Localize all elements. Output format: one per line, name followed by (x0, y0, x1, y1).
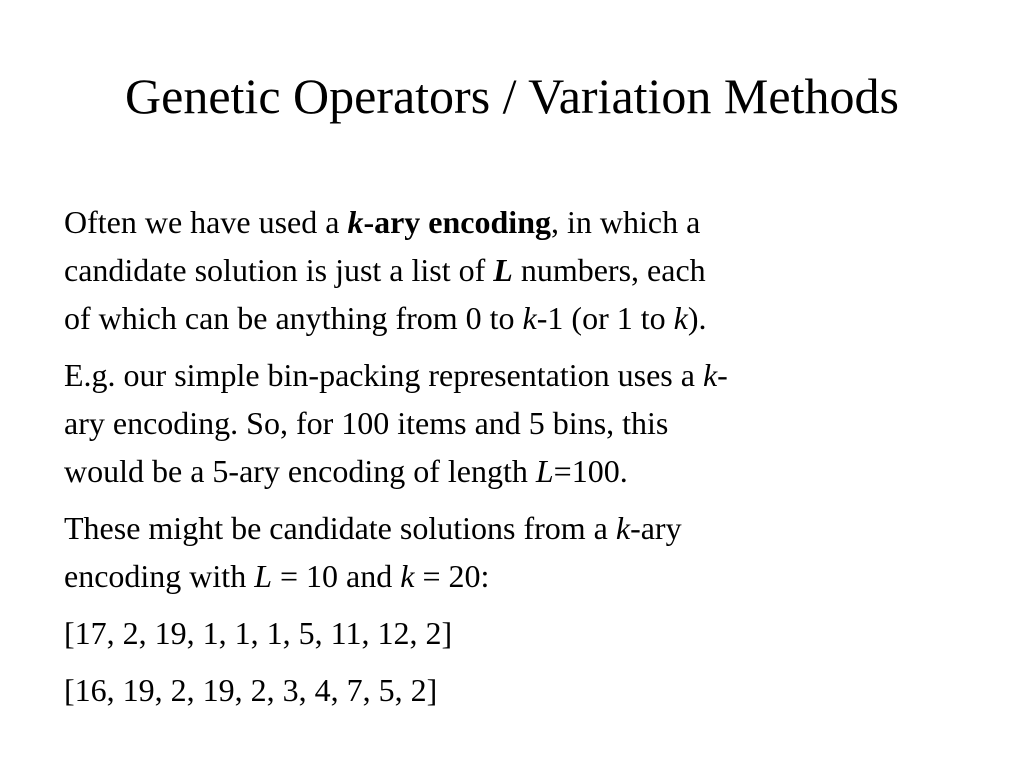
emphasis-L: L (493, 252, 513, 288)
text-run: These might be candidate solutions from a (64, 510, 616, 546)
candidate-solution-2: [16, 19, 2, 19, 2, 3, 4, 7, 5, 2] (64, 672, 438, 708)
variable-k: k (400, 558, 415, 594)
text-run: = 10 and (271, 558, 401, 594)
variable-k: k (522, 300, 537, 336)
variable-L: L (535, 453, 554, 489)
text-run: = 20: (414, 558, 490, 594)
slide-title: Genetic Operators / Variation Methods (125, 68, 899, 124)
variable-L: L (254, 558, 272, 594)
text-run: would be a 5-ary encoding of length (64, 453, 536, 489)
candidate-solution-1: [17, 2, 19, 1, 1, 1, 5, 11, 12, 2] (64, 615, 453, 651)
text-run: -1 (or 1 to (536, 300, 674, 336)
text-line (64, 198, 944, 246)
text-line (64, 351, 944, 399)
text-run: Often we have used a (64, 204, 348, 240)
text-run: - (717, 357, 728, 393)
text-run: E.g. our simple bin-packing representation uses a (64, 357, 703, 393)
text-line (64, 552, 944, 600)
text-run: -ary (630, 510, 682, 546)
text-line: ary encoding. So, for 100 items and 5 bins, this (64, 405, 669, 441)
text-line (64, 447, 944, 495)
paragraph-candidate-intro (64, 504, 944, 600)
text-run: , in which a (550, 204, 701, 240)
text-run: =100. (553, 453, 628, 489)
variable-k: k (673, 300, 688, 336)
emphasis-k: k (347, 204, 364, 240)
text-run: of which can be anything from 0 to (64, 300, 523, 336)
text-line (64, 246, 944, 294)
text-line (64, 504, 944, 552)
text-run: encoding with (64, 558, 255, 594)
text-line (64, 294, 944, 342)
paragraph-bin-packing-example (64, 351, 944, 495)
variable-k: k (702, 357, 718, 393)
paragraph-kary-definition (64, 198, 944, 342)
text-run: ). (687, 300, 707, 336)
slide-body (64, 198, 944, 723)
term-kary-encoding: -ary encoding (363, 204, 551, 240)
text-run: candidate solution is just a list of (64, 252, 494, 288)
variable-k: k (615, 510, 631, 546)
text-run: numbers, each (512, 252, 706, 288)
